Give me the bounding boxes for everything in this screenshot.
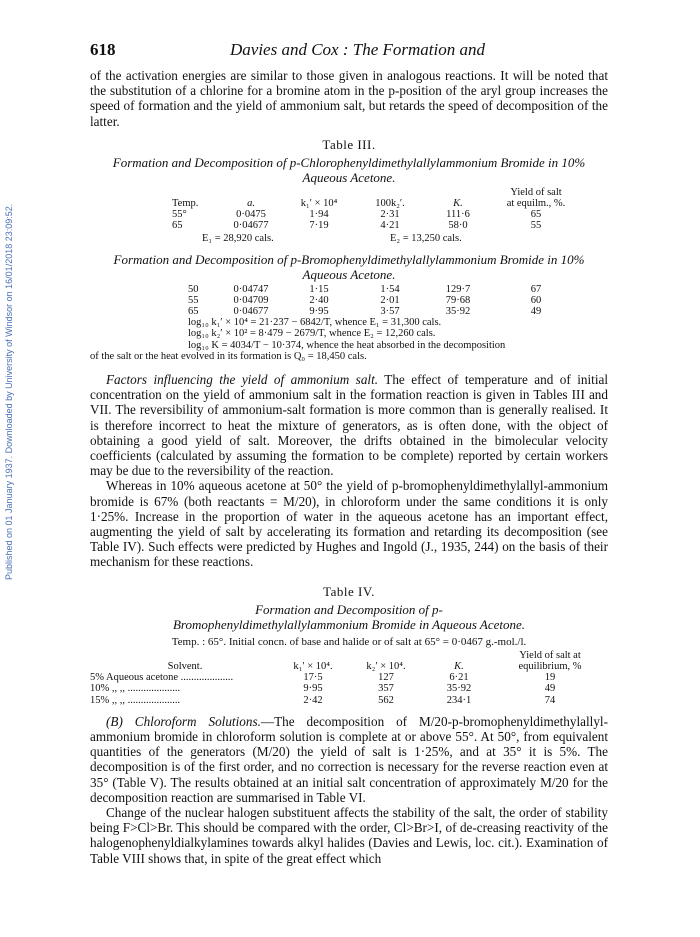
table-row xyxy=(90,695,608,706)
table-cell: 19 xyxy=(544,672,556,684)
table-cell: 79·68 xyxy=(445,294,471,306)
paragraph-change: Change of the nuclear halogen substituent affects the stability of the salt, the order of stability being F>Cl>Br. This should be compared with the order, Cl>Br>I, of de-creasing reactivity of the halogenophenyldialkylamines towards alkyl halides (Davies and Lewis, loc. cit.). Examination of Table VIII shows that, in spite of the great effect which xyxy=(90,804,608,866)
table-cell: 58·0 xyxy=(448,220,468,232)
table-row xyxy=(90,683,608,694)
table-cell: 2·31 xyxy=(380,209,400,221)
paragraph-factors-body: The effect of temperature and of initial concentration on the yield of ammonium salt in the formation reaction is given in Tables III and VII. The reversibility of ammonium-salt formation is more common than is generally realised. It is therefore incorrect to heat the mixture of generators, as is often done, with the object of obtaining a good yield of salt. Moreover, the drifts obtained in the bimolecular velocity coefficients (calculated by assuming the formation to be complete) reported by certain workers may be due to the reversibility of the reaction. xyxy=(90,372,609,479)
col-header: K. xyxy=(453,198,463,210)
col-header: k₁′ × 10⁴. xyxy=(293,660,333,672)
col-header: k₁′ × 10⁴ xyxy=(300,198,338,210)
table-cell: 0·04709 xyxy=(233,294,269,306)
table-4-label: Table IV. xyxy=(323,583,375,599)
paragraph-chloroform xyxy=(90,714,608,805)
table-3-label: Table III. xyxy=(322,136,376,152)
table-4-caption: Formation and Decomposition of p-Bromophenyldimethylallylammonium Bromide in Aqueous Acetone. xyxy=(172,601,525,632)
table-cell: 9·95 xyxy=(303,683,323,695)
table-cell: 0·04747 xyxy=(233,283,269,295)
table-4 xyxy=(90,650,608,706)
table-cell: 2·42 xyxy=(303,694,323,706)
table-cell: 5% Aqueous acetone .................... xyxy=(90,672,234,684)
table-cell: 4·21 xyxy=(380,220,400,232)
equation-k: log₁₀ K = 4034/T − 10·374, whence the heat absorbed in the decomposition xyxy=(188,339,506,351)
table-3b xyxy=(188,284,582,318)
equations xyxy=(188,317,608,351)
table-cell: 0·04677 xyxy=(233,220,269,232)
table-cell: 50 xyxy=(188,283,199,295)
yield-header: Yield of salt at xyxy=(519,649,581,661)
table-header-row xyxy=(172,198,582,209)
page-number: 618 xyxy=(90,40,116,59)
paragraph-whereas: Whereas in 10% aqueous acetone at 50° the yield of p-bromophenyldimethylallyl-ammonium bromide is 67% (both reactants = M/20), in chloroform under the same conditions it is only 1·25%. Increase in the proportion of water in the aqueous acetone has an important effect, augmenting the yield of salt by accelerating its formation and retarding its decomposition (see Table IV). Such effects were predicted by Hughes and Ingold (J., 1935, 244) on the basis of their mechanism for these reactions. xyxy=(90,478,608,570)
table-cell: 49 xyxy=(530,306,542,318)
table-cell: 65 xyxy=(172,220,183,232)
paragraph-factors-title: Factors influencing the yield of ammonium salt. xyxy=(106,372,379,388)
table-cell: 60 xyxy=(530,294,542,306)
table-cell: 357 xyxy=(378,683,394,695)
table-cell: 17·5 xyxy=(303,672,323,684)
table-cell: 0·0475 xyxy=(236,209,266,221)
table-cell: 67 xyxy=(530,283,542,295)
table-3a-energies xyxy=(90,232,608,246)
table-cell: 127 xyxy=(378,672,394,684)
table-cell: 55 xyxy=(530,220,542,232)
energy-e1: E₁ = 28,920 cals. xyxy=(202,232,274,244)
page-header xyxy=(90,40,608,68)
col-header: a. xyxy=(247,198,255,210)
equation-heat: of the salt or the heat evolved in its formation is Q₀ = 18,450 cals. xyxy=(90,350,367,362)
paper-page xyxy=(90,40,608,866)
table-cell: 7·19 xyxy=(309,220,329,232)
col-header: at equilm., %. xyxy=(506,198,566,210)
energy-e2: E₂ = 13,250 cals. xyxy=(390,232,462,244)
paragraph-chloroform-body: —The decomposition of M/20-p-bromophenyldimethylallyl-ammonium bromide in chloroform solution is complete at or above 55°. At 50°, from equivalent quantities of the generators (M/20) the yield of salt is 1·25%, and at 35° it is 5%. The decomposition is of the first order, and no correction is necessary for the reverse reaction even at 35° (Table V). The results obtained at an initial salt concentration of approximately M/20 for the decomposition reaction are summarised in Table VI. xyxy=(90,713,608,805)
table-3-caption-b: Formation and Decomposition of p-Bromophenyldimethylallylammonium Bromide in 10% Aqueous Acetone. xyxy=(113,251,585,282)
table-row xyxy=(90,672,608,683)
table-row xyxy=(172,220,582,231)
table-cell: 15% ,, ,, .................... xyxy=(90,694,181,706)
col-header: equilibrium, % xyxy=(518,660,582,672)
table-cell: 55° xyxy=(172,209,187,221)
table-3-caption-a: Formation and Decomposition of p-Chlorophenyldimethylallylammonium Bromide in 10% Aqueous Acetone. xyxy=(112,154,586,185)
table-cell: 55 xyxy=(188,294,199,306)
table-header-row xyxy=(90,661,608,672)
table-cell: 1·94 xyxy=(309,209,329,221)
sidebar-publication-note: Published on 01 January 1937. Downloaded by University of Windsor on 16/01/2018 23:09:52. xyxy=(4,203,14,580)
paragraph-chloroform-title: (B) Chloroform Solutions. xyxy=(106,713,261,729)
table-cell: 74 xyxy=(544,694,556,706)
table-cell: 65 xyxy=(530,209,542,221)
table-cell: 65 xyxy=(188,306,199,318)
table-4-conditions: Temp. : 65°. Initial concn. of base and halide or of salt at 65° = 0·0467 g.-mol./l. xyxy=(171,635,527,648)
table-cell: 49 xyxy=(544,683,556,695)
intro-paragraph: of the activation energies are similar to those given in analogous reactions. It will be noted that the substitution of a chlorine for a bromine atom in the p-position of the aryl group increases the speed of formation and the yield of ammonium salt, but retards the speed of decomposition of the latter. xyxy=(90,68,608,129)
table-cell: 35·92 xyxy=(446,683,472,695)
col-header: K. xyxy=(454,660,464,672)
table-cell: 35·92 xyxy=(445,306,471,318)
table-cell: 129·7 xyxy=(445,283,471,295)
equation-k2: log₁₀ k₂′ × 10² = 8·479 − 2679/T, whence E₂ = 12,260 cals. xyxy=(188,328,436,340)
equation-k1: log₁₀ k₁′ × 10⁴ = 21·237 − 6842/T, whence E₁ = 31,300 cals. xyxy=(188,317,442,329)
running-title: Davies and Cox : The Formation and xyxy=(230,40,485,59)
table-cell: 111·6 xyxy=(446,209,470,221)
table-3a xyxy=(172,187,582,232)
table-cell: 1·15 xyxy=(309,283,329,295)
table-cell: 2·40 xyxy=(309,294,329,306)
table-cell: 3·57 xyxy=(380,306,400,318)
table-cell: 234·1 xyxy=(446,694,472,706)
table-cell: 2·01 xyxy=(380,294,400,306)
table-cell: 6·21 xyxy=(449,672,469,684)
table-row xyxy=(188,284,582,295)
table-row xyxy=(172,209,582,220)
col-header: Solvent. xyxy=(167,660,203,672)
table-cell: 9·95 xyxy=(309,306,329,318)
table-cell: 562 xyxy=(378,694,394,706)
table-cell: 1·54 xyxy=(380,283,400,295)
col-header: Temp. xyxy=(172,198,199,210)
col-header: 100k₂′. xyxy=(375,198,405,210)
table-cell: 0·04677 xyxy=(233,306,269,318)
paragraph-factors xyxy=(90,372,608,478)
table-row xyxy=(188,295,582,306)
table-cell: 10% ,, ,, .................... xyxy=(90,683,181,695)
col-header: k₂′ × 10⁴. xyxy=(366,660,406,672)
table-row xyxy=(188,306,582,317)
yield-header: Yield of salt xyxy=(510,186,562,198)
